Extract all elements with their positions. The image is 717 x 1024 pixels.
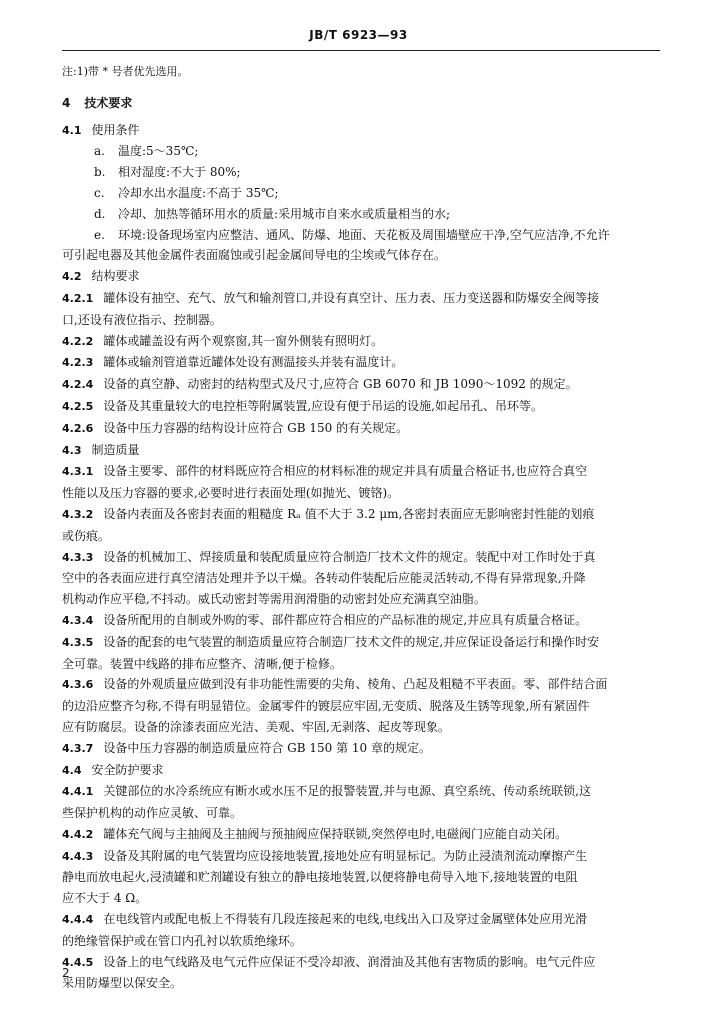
paragraph-continuation: 静电而放电起火,浸渍罐和贮剂罐设有独立的静电接地装置,以便将静电荷导入地下,接地装置的电阻	[62, 870, 578, 885]
paragraph-continuation: 空中的各表面应进行真空清洁处理并予以干燥。各转动件装配后应能灵活转动,不得有异常现象,升降	[62, 571, 586, 586]
paragraph-text: 设备及其重量较大的电控柜等附属装置,应设有便于吊运的设施,如起吊孔、吊环等。	[103, 398, 543, 413]
clause-title: 制造质量	[91, 442, 140, 457]
clause-4-4-heading	[62, 760, 660, 782]
paragraph-text: 在电线管内或配电板上不得装有几段连接起来的电线,电线出入口及穿过金属壁体处应用光滑	[103, 912, 588, 927]
paragraph-text: 设备所配用的自制或外购的零、部件都应符合相应的产品标准的规定,并应具有质量合格证。	[103, 612, 588, 627]
paragraph-text: 设备的配套的电气装置的制造质量应符合制造厂技术文件的规定,并应保证设备运行和操作时安	[103, 634, 600, 649]
item-label: b.	[94, 165, 106, 180]
paragraph-text: 设备及其附属的电气装置均应设接地装置,接地处应有明显标记。为防止浸渍剂流动摩擦产生	[103, 848, 588, 863]
paragraph	[62, 952, 660, 974]
item-text: 冷却、加热等循环用水的质量:采用城市自来水或质量相当的水;	[118, 206, 451, 221]
clause-number: 4.4.1	[62, 785, 94, 799]
paragraph-continuation: 的绝缘管保护或在管口内孔衬以软质绝缘环。	[62, 933, 303, 948]
paragraph	[62, 846, 660, 868]
section-number: 4	[62, 95, 71, 110]
clause-number: 4.3.6	[62, 678, 94, 692]
clause-number: 4.3.7	[62, 741, 94, 755]
paragraph	[62, 781, 660, 803]
clause-4-1-heading	[62, 120, 660, 142]
paragraph-continuation: 机构动作应平稳,不抖动。威氏动密封等需用润滑脂的动密封处应充满真空油脂。	[62, 592, 486, 607]
paragraph	[62, 504, 660, 526]
item-text: 冷却水出水温度:不高于 35℃;	[118, 185, 279, 200]
paragraph	[62, 461, 660, 483]
paragraph	[62, 418, 660, 440]
clause-number: 4.3.2	[62, 507, 94, 521]
clause-number: 4.2.1	[62, 291, 94, 305]
clause-number: 4.3.5	[62, 635, 94, 649]
header-rule	[62, 50, 660, 51]
clause-number: 4.3.1	[62, 465, 94, 479]
paragraph	[62, 632, 660, 654]
paragraph-text: 罐体充气阀与主抽阀及主抽阀与预抽阀应保持联锁,突然停电时,电磁阀门应能自动关闭。	[103, 826, 567, 841]
paragraph-continuation: 些保护机构的动作应灵敏、可靠。	[62, 806, 243, 821]
paragraph	[62, 909, 660, 931]
document-header: JB/T 6923—93	[309, 28, 408, 42]
item-text: 相对湿度:不大于 80%;	[118, 165, 241, 180]
paragraph-continuation: 或伤痕。	[62, 528, 111, 543]
paragraph	[62, 674, 660, 696]
paragraph-continuation: 采用防爆型以保安全。	[62, 976, 183, 991]
paragraph-continuation: 的边沿应整齐匀称,不得有明显错位。金属零件的镀层应牢固,无变质、脱落及生锈等现象,所有紧固件	[62, 699, 590, 714]
section-4-heading	[62, 93, 660, 114]
item-continuation: 可引起电器及其他金属件表面腐蚀或引起金属间导电的尘埃或气体存在。	[62, 248, 447, 263]
clause-number: 4.4	[62, 763, 82, 777]
item-text: 温度:5～35℃;	[118, 144, 199, 159]
list-item	[62, 141, 660, 162]
clause-number: 4.4.4	[62, 913, 94, 927]
paragraph-text: 设备的外观质量应做到没有非功能性需要的尖角、棱角、凸起及粗糙不平表面。零、部件结合面	[103, 677, 608, 692]
clause-number: 4.4.2	[62, 827, 94, 841]
item-label: d.	[94, 206, 106, 221]
clause-number: 4.2.4	[62, 378, 94, 392]
footnote: 注:1)带 * 号者优先选用。	[62, 65, 189, 78]
clause-4-3-heading	[62, 440, 660, 462]
clause-number: 4.2.3	[62, 356, 94, 370]
paragraph-text: 设备主要零、部件的材料既应符合相应的材料标准的规定并具有质量合格证书,也应符合真空	[103, 464, 588, 479]
clause-number: 4.2	[62, 270, 82, 284]
clause-number: 4.2.5	[62, 399, 94, 413]
paragraph-text: 设备中压力容器的制造质量应符合 GB 150 第 10 章的规定。	[103, 740, 431, 755]
list-item	[62, 183, 660, 204]
paragraph-text: 罐体或输剂管道靠近罐体处设有测温接头并装有温度计。	[103, 355, 404, 370]
clause-number: 4.4.3	[62, 849, 94, 863]
paragraph	[62, 288, 660, 310]
clause-title: 安全防护要求	[91, 762, 164, 777]
clause-title: 使用条件	[91, 122, 140, 137]
paragraph-text: 设备的机械加工、焊接质量和装配质量应符合制造厂技术文件的规定。装配中对工作时处于真	[103, 549, 596, 564]
clause-number: 4.1	[62, 123, 82, 137]
item-text: 环境:设备现场室内应整洁、通风、防爆、地面、天花板及周围墙壁应干净,空气应洁净,不允许	[118, 227, 610, 242]
clause-title: 结构要求	[91, 269, 140, 284]
paragraph-text: 罐体设有抽空、充气、放气和输剂管口,并设有真空计、压力表、压力变送器和防爆安全阀等接	[103, 290, 600, 305]
clause-number: 4.4.5	[62, 955, 94, 969]
page-number: 2	[62, 966, 70, 980]
paragraph-continuation: 应有防腐层。设备的涂漆表面应光洁、美观、牢固,无剥落、起皮等现象。	[62, 719, 450, 734]
list-item	[62, 204, 660, 225]
paragraph	[62, 396, 660, 418]
clause-number: 4.3	[62, 443, 82, 457]
paragraph-continuation: 性能以及压力容器的要求,必要时进行表面处理(如抛光、镀铬)。	[62, 486, 400, 501]
paragraph-continuation: 全可靠。装置中线路的排布应整齐、清晰,便于检修。	[62, 656, 342, 671]
clause-number: 4.2.2	[62, 334, 94, 348]
paragraph-text: 设备的真空静、动密封的结构型式及尺寸,应符合 GB 6070 和 JB 1090～1092 的规定。	[103, 377, 578, 392]
paragraph	[62, 547, 660, 569]
paragraph	[62, 374, 660, 396]
item-label: a.	[94, 144, 105, 159]
paragraph-text: 设备内表面及各密封表面的粗糙度 Rₐ 值不大于 3.2 μm,各密封表面应无影响密封性能的划痕	[103, 506, 595, 521]
paragraph	[62, 331, 660, 353]
paragraph-continuation: 应不大于 4 Ω。	[62, 891, 148, 906]
paragraph-text: 罐体或罐盖设有两个观察窗,其一窗外侧装有照明灯。	[103, 333, 384, 348]
clause-number: 4.2.6	[62, 421, 94, 435]
paragraph-text: 设备中压力容器的结构设计应符合 GB 150 的有关规定。	[103, 420, 409, 435]
list-item	[62, 162, 660, 183]
paragraph	[62, 738, 660, 760]
item-label: e.	[94, 227, 105, 242]
paragraph	[62, 824, 660, 846]
section-title: 技术要求	[84, 95, 133, 110]
paragraph-text: 关键部位的水冷系统应有断水或水压不足的报警装置,并与电源、真空系统、传动系统联锁,这	[103, 784, 591, 799]
paragraph	[62, 352, 660, 374]
list-item	[62, 225, 660, 246]
clause-number: 4.3.3	[62, 550, 94, 564]
paragraph-continuation: 口,还设有液位指示、控制器。	[62, 312, 222, 327]
paragraph-text: 设备上的电气线路及电气元件应保证不受冷却液、润滑油及其他有害物质的影响。电气元件应	[103, 954, 596, 969]
clause-number: 4.3.4	[62, 613, 94, 627]
document-body	[62, 62, 660, 994]
item-label: c.	[94, 185, 105, 200]
clause-4-2-heading	[62, 266, 660, 288]
paragraph	[62, 610, 660, 632]
